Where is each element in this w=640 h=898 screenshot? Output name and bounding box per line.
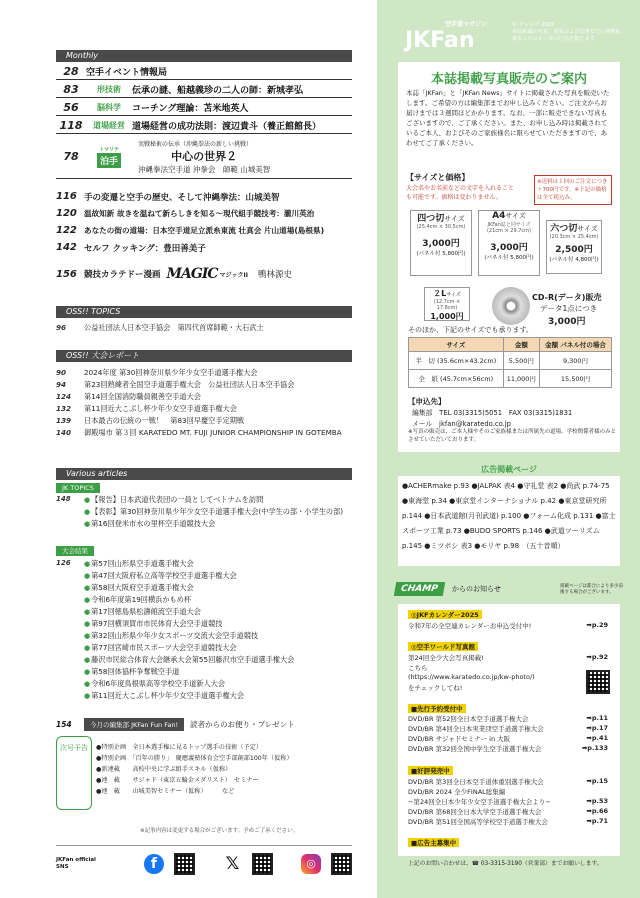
oss-report-header: OSS!! 大会レポート [56,350,352,362]
page-number: 118 [59,118,83,132]
feature-row[interactable] [56,242,352,254]
other-sizes-label: そのほか、下記のサイズでも承ります。 [408,326,533,334]
size-card [478,210,540,276]
info-text: DVD/BR 2024 全少FINAL総集編 [408,788,506,796]
row-title-small: 実戦秘術の伝承（沖縄拳法の新しい挑戦） [138,140,253,148]
qr-code-icon[interactable] [174,853,195,875]
size-name: A4 [492,211,506,221]
info-tag: ■先行予約受付中 [408,704,466,713]
qr-code-icon[interactable] [331,853,352,875]
page-number: 148 [56,495,71,503]
row-title: コーチング理論：苫米地英人 [132,103,249,114]
category-label: 泊手 [97,153,121,168]
monthly-header: Monthly [56,50,352,62]
size-unit: サイズ [444,215,465,223]
category [86,146,132,168]
list-text: 御殿場市 第３回 KARATEDO MT. FUJI JUNIOR CHAMPIONSHIP IN GOTEMBA [84,428,342,437]
jkfan-logo [405,22,487,53]
next-issue-item: ●新連載 高校中央に学ぶ組手スキル（仮称） [96,766,232,773]
photo-sale-intro: 本誌「JKFan」と「JKFan News」サイトに掲載された写真を販売いたします。ご希望の方は編集部までお申し込みください。ご注文からお届けまでは３週間ほどかかります。なお、一部に販売できない写真もございますので、ご了承ください。また、お申し込み時は掲載されているご本人、およびそのご家族様名に限らせていただきますので、あわせてご了承ください。 [406,89,610,147]
table-cell: 15,500円 [540,370,612,388]
champ-tag: CHAMP [394,582,445,596]
list-item[interactable]: ● 令和6年度第19回横浜かもめ杯 [84,595,354,605]
list-item[interactable] [56,392,356,402]
size-card [546,220,602,274]
order-header: 【申込先】 [408,397,446,406]
logo-text: JKFan [405,28,475,53]
list-text: 第14回全国消防職員親善空手道大会 [84,392,201,401]
list-item[interactable]: ● 第17回徳島県松濤館流空手道大会 [84,607,354,617]
feature-title: あなたの街の道場：日本空手道足立派糸東流 壮真会 片山道場(島根県) [84,226,325,235]
size-dim: (20.3cm × 25.4cm) [549,234,599,240]
list-item[interactable]: ● 第97回横須賀市市民体育大会空手道競技 [84,619,354,629]
table-row [409,370,612,388]
list-item[interactable]: ● 第16回登米市水の里杯空手道競技大会 [84,519,354,529]
info-page: ➡p.53 [586,797,608,805]
table-cell: 11,000円 [503,370,539,388]
info-text: (https://www.karatedo.co.jp/kw-photo/) [408,673,535,681]
results-label: 大会結果 [56,546,94,556]
cd-label: CD-R(データ)販売 [532,293,602,302]
page-number: 28 [63,65,79,78]
info-text: をチェックしてね! [408,684,463,692]
sns-label: JKFan official SNS [56,856,96,870]
row-title: 道場経営の成功法則：渡辺貴斗（養正館館長） [132,121,322,132]
size-name: 四つ切 [417,214,445,224]
cd-price: 3,000円 [548,317,586,327]
feature-row[interactable] [56,208,352,219]
next-issue-note: ※記事内容は変更する場合がございます。予めご了承ください。 [140,828,299,834]
info-line[interactable] [408,683,608,692]
info-page: ➡p.15 [586,777,608,785]
category: 道場経営 [93,120,125,130]
list-item[interactable]: ● 第11回近大こぶし杯少年少女空手道選手権大会 [84,691,354,701]
editorial-label: 今月の編集部 JKFan Fun Fan! [84,718,184,731]
size-price: 3,000円 [422,239,460,249]
info-line[interactable] [408,621,608,630]
list-item[interactable] [56,416,356,426]
info-tag: ■広告主募集中 [408,838,459,847]
table-cell: 9,300円 [540,352,612,370]
size-card [424,287,470,321]
monthly-row[interactable] [56,117,352,134]
list-item[interactable]: ● 【表彰】第30回神奈川県少年少女空手道選手権大会(中学生の部・小学生の部) [84,507,354,517]
list-item[interactable]: ● 第58回体協杯争奪戦空手道 [84,667,354,677]
size-card [410,210,472,276]
monthly-row[interactable] [56,135,352,179]
size-price-panel: (パネル付 4,800円) [549,257,599,263]
manga-sub: マジックII [219,271,248,279]
page-number: 90 [56,368,67,377]
various-header: Various articles [56,468,352,480]
info-text: DVD/BR 第52回全日本空手道選手権大会 [408,715,529,723]
x-icon[interactable]: 𝕏 [225,853,240,874]
page-number: 124 [56,392,72,401]
copyright: © チャンプ 2025 [512,22,555,28]
table-row [409,352,612,370]
logo-small: 空手道マガジン [445,21,487,28]
page-number: 56 [63,100,79,114]
list-item[interactable] [56,428,356,438]
info-line[interactable] [408,714,608,723]
table-cell: 全 紙 (45.7cm×56cm) [409,370,504,388]
row-title-sub: 沖縄拳法空手道 沖拳会 師範 山城美智 [138,164,271,174]
feature-title: 手の変遷と空手の歴史、そして沖縄拳法：山城美智 [84,193,280,203]
page-number: 120 [56,208,77,219]
info-line[interactable] [408,673,608,681]
monthly-row[interactable] [56,81,352,98]
size-dim: (12.7cm × 17.8cm) [433,299,461,311]
list-text: 公益社団法人日本空手協会 第四代首席師範・大石武士 [84,323,264,332]
qr-code-icon[interactable] [252,853,273,875]
champ-sub: からのお知らせ [452,585,501,593]
cd-icon [492,287,530,325]
list-item[interactable]: ● 藤沢市民総合体育大会継承大会第55回藤沢市空手道選手権大会 [84,655,354,665]
sns-footer [56,845,352,881]
info-line[interactable] [408,817,608,826]
facebook-icon[interactable]: f [144,854,163,874]
page-number: 83 [63,82,79,96]
page-number: 139 [56,416,72,425]
size-dim: JKFan誌と同サイズ (21cm × 29.7cm) [486,222,531,234]
page-number: 78 [63,150,79,163]
info-page: ➡p.92 [586,653,608,661]
page-number: 140 [56,428,72,437]
info-line[interactable] [408,734,608,743]
info-line[interactable] [408,663,608,672]
info-text: DVD/BR 第32回全国中学生空手道選手権大会 [408,745,542,753]
cd-label-2: データ1点につき [540,304,598,313]
table-header: 金額 パネル付の場合 [540,338,612,352]
copyright-note [512,22,622,43]
list-item[interactable] [56,404,356,414]
category: 形技術 [97,84,121,94]
order-email[interactable]: メール jkfan@karatedo.co.jp [412,420,511,428]
feature-title: 競技カラテドー漫画 [84,270,161,280]
next-issue-item: ●特別企画 「百年の勝り」 慶應義塾体育会空手部創部100年（仮称） [96,755,293,762]
notice: 本誌掲載の写真、図版および記事などの無断転載およびコピー等の行為を禁じます。 [512,29,621,42]
jk-topics-label: JK TOPICS [56,483,100,493]
size-name: ２L [433,289,447,298]
list-text: 第23回熟練者全国空手道選手権大会 公益社団法人日本空手協会 [84,380,295,389]
size-price: 3,000円 [490,243,528,253]
size-header: 【サイズと価格】 [406,173,470,182]
monthly-row[interactable] [56,99,352,116]
list-item[interactable]: ● 第32回山形県少年少女スポーツ交流大会空手道競技 [84,631,354,641]
shipping-note: ※送料は１回のご注文につき＋700円です。※下記の価格は全て税込み。 [534,175,612,205]
size-dim: (25.4cm × 30.5cm) [416,224,466,230]
page-number: 96 [56,323,67,332]
list-item[interactable]: ● 第58回大阪府空手道選手権大会 [84,583,354,593]
page-number: 154 [56,720,72,729]
feature-title: 温故知新 故きを温ねて新らしきを知る〜現代組手競技考：瀧川英治 [84,209,315,218]
info-line[interactable] [408,724,608,733]
champ-note: 掲載ページは都合により多少前後する場合がございます。 [560,584,623,595]
info-text: DVD/BR サジャドセミナー in 大阪 [408,735,511,743]
editorial-row[interactable] [56,718,352,731]
oss-topics-header: OSS!! TOPICS [56,306,352,318]
page-number: 142 [56,242,77,253]
manga-author: 鴨林源史 [258,270,293,280]
size-unit: サイズ [505,212,526,220]
feature-row[interactable] [56,266,352,282]
info-text: DVD/BR 第4回全日本実業団空手道選手権大会 [408,725,544,733]
page-number: 126 [56,559,71,567]
list-text: 第11回近大こぶし杯少年少女空手道選手権大会 [84,404,237,413]
info-page: ➡p.41 [586,734,608,742]
category-small: トマリテ [99,146,119,153]
next-issue-item: ●連 載 サジャド（東京五輪金メダリスト） セミナー [96,777,259,784]
list-item[interactable] [56,323,356,333]
info-text: DVD/BR 第3回全日本空手道体重別選手権大会 [408,778,544,786]
page-number: 156 [56,268,77,280]
size-unit: サイズ [577,225,598,233]
contact-line: 上記のお問い合わせは、☎ 03-3315-3190（営業部）までお願いします。 [408,861,603,867]
info-line[interactable] [408,653,608,662]
list-item[interactable] [56,368,356,378]
list-text: 日本最古の伝統の一戦！ 第83回早慶空手定期戦 [84,416,245,425]
info-text: −第24回全日本少年少女空手道選手権大会より− [408,798,551,806]
row-title: 中心の世界２ [171,149,238,163]
next-issue-label: 次号予告 [56,736,92,810]
info-page: ➡p.133 [581,744,608,752]
size-name: 六つ切 [550,224,578,234]
size-price: 2,500円 [555,245,593,255]
feature-row[interactable] [56,225,352,236]
ads-title: 広告掲載ページ [481,465,537,474]
photo-sale-title: 本誌掲載写真販売のご案内 [430,72,587,87]
size-price: 1,000円 [430,312,464,321]
info-line[interactable] [408,787,608,796]
info-page: ➡p.11 [586,714,608,722]
info-text: 第24回全少大会写真掲載! [408,654,484,662]
monthly-row[interactable] [56,64,352,80]
size-note: 大会名やお名前などの文字を入れることも可能です。価格は変わりません。 [406,185,515,201]
info-text: DVD/BR 第51回全国高等学校空手道選手権大会 [408,818,548,826]
feature-row[interactable] [56,191,352,203]
editorial-text: 読者からのお便り・プレゼント [190,720,295,729]
info-page: ➡p.17 [586,724,608,732]
row-title: 伝承の謎、船越義珍の二人の師：新城孝弘 [132,85,304,96]
ads-list: ●ACHERmake p.93 ●JALPAK 表4 ●守礼堂 表2 ●尚武 p.74-75 ●東海堂 p.34 ●東京堂インターナショナル p.42 ●東京堂研究所 p.144 ●日本武道館(月刊武道) p.100 ●フォーム化成 p.131 ●富士スポーツ工業 p.73 ●BUDO SPORTS p.146 ●武道ツーリズム p.145 ●ミツボシ 表3 ●モリヤ p.98 （五十音順） [398,476,620,566]
category: 脳科学 [97,102,121,112]
size-unit: サイズ [446,292,461,298]
table-header: サイズ [409,338,504,352]
page-number: 122 [56,225,77,236]
row-title-block [138,139,270,175]
table-header: 金額 [503,338,539,352]
page-number: 132 [56,404,72,413]
info-tag: ■好評発売中 [408,766,453,775]
list-item[interactable]: ● 第47回大阪府私立高等学校空手道選手権大会 [84,571,354,581]
info-page: ➡p.71 [586,817,608,825]
info-tag: ◎JKFカレンダー2025 [408,610,482,619]
info-line[interactable] [408,777,608,786]
info-text: こちら [408,664,428,672]
list-item[interactable]: ● 令和6年度鳥根県高等学校空手道新人大会 [84,679,354,689]
page-number: 116 [56,191,77,202]
next-issue-item: ●特別企画 全日本選手権に見るトップ選手の技術（予定） [96,744,263,751]
info-line[interactable] [408,807,608,816]
page-number: 94 [56,380,67,389]
info-page: ➡p.66 [586,807,608,815]
manga-logo: MAGIC [166,266,218,282]
row-title: 空手イベント情報局 [86,68,168,78]
list-item[interactable] [56,380,356,390]
list-item[interactable]: ● 【報告】日本武道代表団の一員としてベトナムを訪問 [84,495,354,505]
table-cell: 半 切 (35.6cm×43.2cm) [409,352,504,370]
list-item[interactable]: ● 第77回宮崎市民スポーツ大会空手道競技大会 [84,643,354,653]
order-note: ※写真の販売は、ご本人様やそのご家族様または所属先の道場、学校関係者様のみとさせていただいております。 [408,429,617,443]
info-line[interactable] [408,744,608,753]
info-text: 令和7年の全空連カレンダーお申込受付中! [408,622,532,630]
info-line[interactable] [408,797,608,806]
price-table [408,337,612,388]
list-text: 2024年度 第30回神奈川県少年少女空手道選手権大会 [84,368,258,377]
instagram-icon[interactable]: ◎ [301,854,320,874]
table-cell: 5,500円 [503,352,539,370]
info-text: DVD/BR 第68回全日本大学空手道選手権大会 [408,808,542,816]
next-issue-item: ●連 載 山城美智セミナー（仮称） など [96,788,235,795]
feature-title: セルフ クッキング：豊田善美子 [84,244,206,254]
info-tag: ◎空手ワールド写真館 [408,642,478,651]
info-page: ➡p.29 [586,621,608,629]
list-item[interactable]: ● 第57回山形県空手道選手権大会 [84,559,354,569]
size-price-panel: (パネル付 5,800円) [484,255,534,261]
order-phone[interactable]: 編集部 TEL 03(3315)5051 FAX 03(3315)1831 [412,409,573,417]
size-price-panel: (パネル付 5,800円) [416,251,466,257]
